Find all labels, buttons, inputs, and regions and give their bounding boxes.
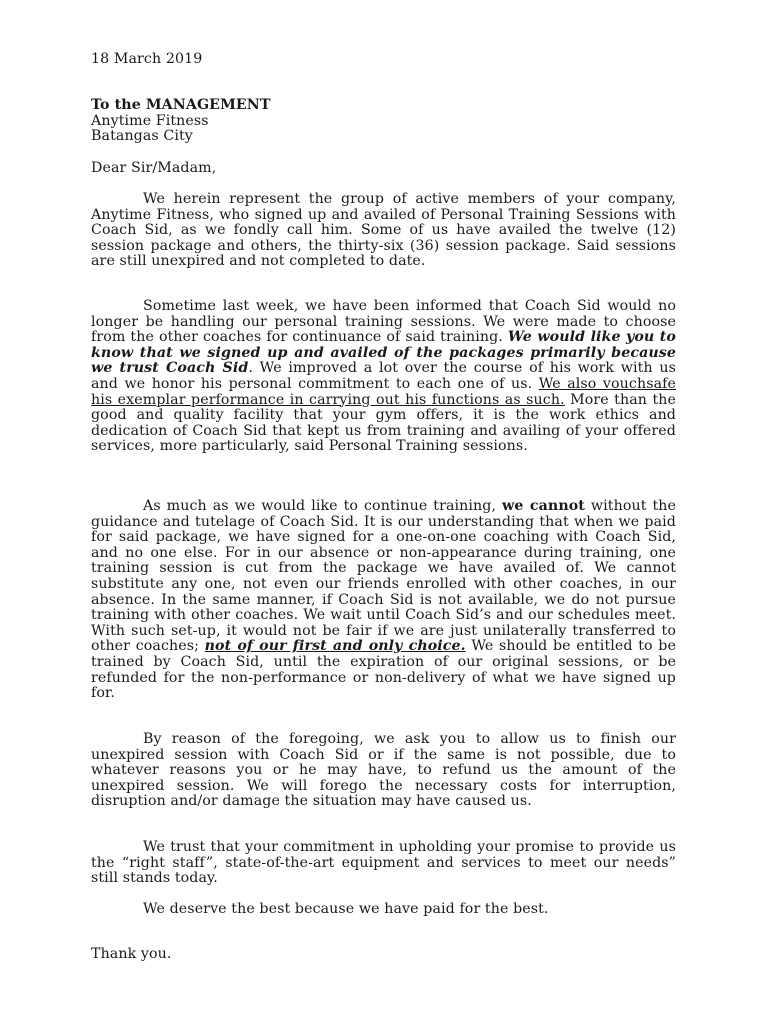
recipient-line-1: To the MANAGEMENT <box>91 97 271 113</box>
paragraph-2 <box>91 299 676 455</box>
letter-date: 18 March 2019 <box>91 51 203 67</box>
paragraph-3-part-c: without the guidance and tutelage of Coach Sid. It is our understanding that when we paid for said package, we have signed for a one-on-one coaching with Coach Sid, and no one else. For in our absence or non-appearance during training, one training session is cut from the package we have availed of. We cannot substitute any one, not even our friends enrolled with other coaches, in our absence. In the same manner, if Coach Sid is not available, we do not pursue training with other coaches. We wait until Coach Sid’s and our schedules meet. With such set-up, it would not be fair if we are just unilaterally transferred to other coaches; <box>91 498 676 655</box>
paragraph-2-underlined: We also vouchsafe his exemplar performance in carrying out his functions as such. <box>91 375 676 408</box>
paragraph-2-part-e: More than the good and quality facility that your gym offers, it is the work ethics and dedication of Coach Sid that kept us from training and availing of your offered services, more particularly, said Personal Training sessions. <box>91 391 676 455</box>
paragraph-3-part-e: We should be entitled to be trained by Coach Sid, until the expiration of our original sessions, or be refunded for the non-performance or non-delivery of what we have signed up for. <box>91 638 676 702</box>
paragraph-2-part-a: Sometime last week, we have been informed that Coach Sid would no longer be handling our personal training sessions. We were made to choose from the other coaches for continuance of said training. <box>91 298 676 346</box>
paragraph-5: We trust that your commitment in upholding your promise to provide us the “right staff”, state-of-the-art equipment and services to meet our needs” still stands today. <box>91 839 676 887</box>
paragraph-3-part-a: As much as we would like to continue training, <box>143 498 503 514</box>
recipient-address <box>91 98 271 145</box>
paragraph-6: We deserve the best because we have paid for the best. <box>143 901 549 917</box>
paragraph-3-bold: we cannot <box>502 498 585 514</box>
closing: Thank you. <box>91 946 172 962</box>
recipient-line-2: Anytime Fitness <box>91 112 209 129</box>
paragraph-3-bold-italic-underlined: not of our first and only choice. <box>204 638 466 655</box>
salutation: Dear Sir/Madam, <box>91 160 217 176</box>
paragraph-2-emphasis-text: We would like you to know that we signed up and availed of the packages primarily because we trust Coach Sid <box>91 329 676 377</box>
paragraph-2-part-c: . We improved a lot over the course of his work with us and we honor his personal commitment to each one of us. <box>91 360 676 392</box>
paragraph-1: We herein represent the group of active members of your company, Anytime Fitness, who signed up and availed of Personal Training Sessions with Coach Sid, as we fondly call him. Some of us have availed the twelve (12) session package and others, the thirty-six (36) session package. Said sessions are still unexpired and not completed to date. <box>91 191 676 270</box>
paragraph-4: By reason of the foregoing, we ask you to allow us to finish our unexpired session with Coach Sid or if the same is not possible, due to whatever reasons you or he may have, to refund us the amount of the unexpired session. We will forego the necessary costs for interruption, disruption and/or damage the situation may have caused us. <box>91 731 676 810</box>
paragraph-3 <box>91 499 676 702</box>
recipient-line-3: Batangas City <box>91 128 193 145</box>
